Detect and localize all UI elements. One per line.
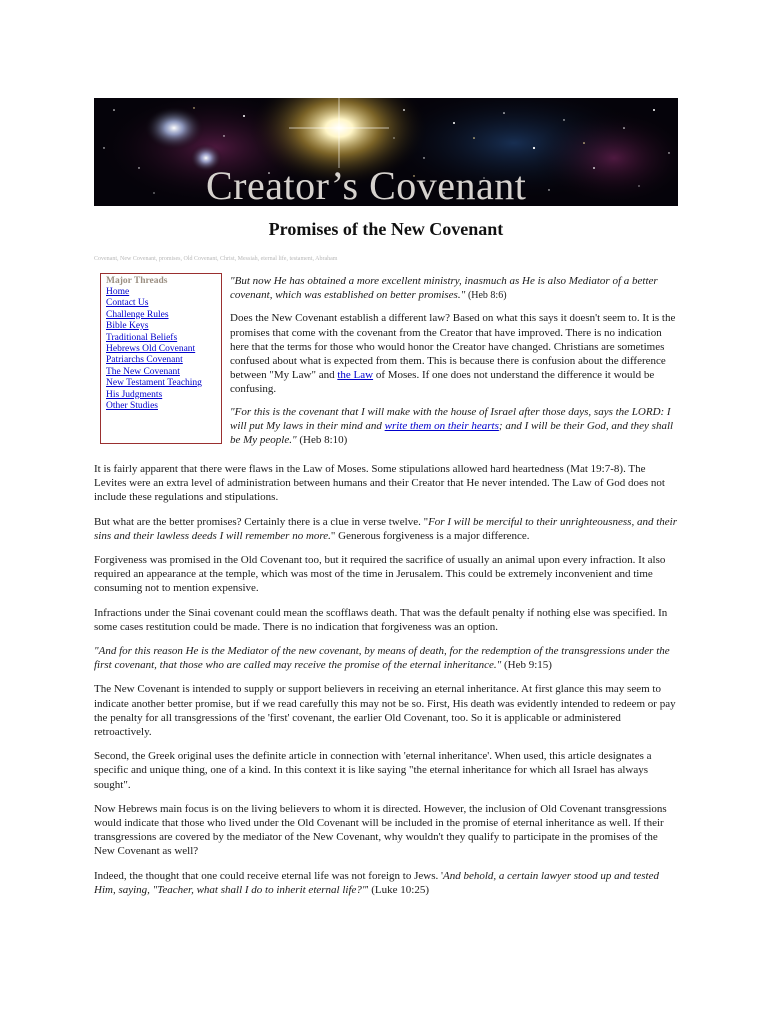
body-paragraph: It is fairly apparent that there were flaws in the Law of Moses. Some stipulations allowed hard heartedness (Mat 19:7-8). The Levites were an extra level of administration between humans and their Creator that He never intended. The Law of God does not include these regulations and stipulations. — [94, 463, 665, 504]
thread-list — [106, 287, 216, 412]
banner-title: Creator’s Covenant — [206, 163, 527, 206]
thread-item — [106, 401, 216, 412]
thread-item — [106, 355, 216, 366]
nav-link-traditional-beliefs[interactable]: Traditional Beliefs — [106, 332, 178, 343]
thread-item — [106, 344, 216, 355]
nav-link-other-studies[interactable]: Other Studies — [106, 401, 158, 412]
quote-text: ; and I will be their God, and they shall be My people." — [230, 419, 674, 447]
paragraph-text: Does the New Covenant establish a different law? Based on what this says it doesn't seem to. It is the promises that come with the covenant from the Creator that have improved. There is no indication here that the terms for those who would honor the Creator have changed. Christians are sometimes confused about what is expected from them. This is because there is confusion about the difference between "My Law" and — [230, 312, 676, 382]
quote-text: "For this is the covenant that I will make with the house of Israel after those days, says the LORD: I will put My laws in their mind and — [230, 405, 671, 432]
paragraph-text: Indeed, the thought that one could receive eternal life was not foreign to Jews. ' — [94, 869, 443, 882]
nav-link-home[interactable]: Home — [106, 287, 130, 297]
nav-link-his-judgments[interactable]: His Judgments — [106, 389, 163, 400]
paragraph-text: " Generous forgiveness is a major difference. — [330, 529, 530, 542]
paragraph-text: But what are the better promises? Certainly there is a clue in verse twelve. " — [94, 515, 429, 528]
page-title: Promises of the New Covenant — [268, 219, 504, 239]
scripture-reference: (Luke 10:25) — [368, 883, 429, 896]
scripture-reference: (Heb 8:6) — [467, 290, 507, 302]
nav-link-bible-keys[interactable]: Bible Keys — [106, 321, 149, 332]
nav-link-new-testament-teaching[interactable]: New Testament Teaching — [106, 378, 202, 389]
body-paragraph: Forgiveness was promised in the Old Covenant too, but it required the sacrifice of usually an animal upon every infraction. It also required an appearance at the temple, which was most of the time in Jerusalem. This could be extremely inconvenient and time consuming not to mention expensive. — [94, 554, 666, 595]
thread-item — [106, 390, 216, 401]
thread-item — [106, 298, 216, 309]
body-paragraph: Now Hebrews main focus is on the living believers to whom it is directed. However, the inclusion of Old Covenant transgressions would indicate that those who lived under the Old Covenant will be included in the promise of eternal inheritance as well. If their transgressions are covered by the mediator of the New Covenant, why wouldn't they qualify to participate in the promises of the New Covenant as well? — [94, 802, 667, 858]
quote-text: For I will be merciful to their unrighteousness, and their sins and their lawless deeds I will remember no more. — [94, 515, 677, 542]
thread-item — [106, 287, 216, 298]
write-them-on-their-hearts-link[interactable]: write them on their hearts — [384, 419, 499, 432]
nav-link-new-covenant[interactable]: The New Covenant — [106, 366, 180, 377]
article-body — [94, 462, 678, 907]
thread-item — [106, 333, 216, 344]
body-paragraph — [94, 515, 678, 543]
quote-text: "But now He has obtained a more excellent ministry, inasmuch as He is also Mediator of a better covenant, which was established on better promises." — [230, 275, 658, 302]
nav-link-hebrews-old-covenant[interactable]: Hebrews Old Covenant — [106, 344, 196, 355]
major-threads-nav — [100, 273, 222, 444]
intro-section — [230, 274, 678, 455]
header-banner — [94, 98, 678, 206]
thread-item — [106, 310, 216, 321]
the-law-link[interactable]: the Law — [337, 369, 374, 382]
major-threads-heading: Major Threads — [106, 276, 168, 286]
intro-quote-heb-8-10 — [230, 405, 678, 448]
body-paragraph — [94, 869, 678, 897]
quote-text: And behold, a certain lawyer stood up and tested Him, saying, "Teacher, what shall I do to inherit eternal life?" — [94, 869, 659, 896]
body-paragraph: Second, the Greek original uses the definite article in connection with 'eternal inheritance'. When used, this article designates a specific and unique thing, one of a kind. In this context it is like saying "the eternal inheritance for which all Israel has always sought". — [94, 750, 652, 791]
body-paragraph: The New Covenant is intended to supply or support believers in receiving an eternal inheritance. At first glance this may seem to indicate another better promise, but if we read carefully this may not be so. First, His death was evidently intended to redeem or pay the penalty for all transgressions of the 'first' covenant, the earlier Old Covenant, too. So it is applicable or administered retroactively. — [94, 683, 676, 739]
intro-quote-heb-8-6 — [230, 274, 678, 303]
scripture-reference: (Heb 9:15) — [501, 659, 552, 672]
quote-text: "And for this reason He is the Mediator of the new covenant, by means of death, for the redemption of the transgressions under the first covenant, that those who are called may receive the promise of the eternal inheritance." — [94, 645, 670, 672]
nav-link-patriarchs-covenant[interactable]: Patriarchs Covenant — [106, 355, 183, 366]
thread-item — [106, 367, 216, 378]
thread-item — [106, 378, 216, 389]
body-paragraph: Infractions under the Sinai covenant could mean the scofflaws death. That was the default penalty if nothing else was specified. In some cases restitution could be made. There is no indication that forgiveness was an option. — [94, 606, 668, 633]
nav-link-contact-us[interactable]: Contact Us — [106, 298, 149, 309]
keywords-text: Covenant, New Covenant, promises, Old Covenant, Christ, Messiah, eternal life, testament, Abraham — [94, 256, 338, 262]
nav-link-challenge-rules[interactable]: Challenge Rules — [106, 309, 169, 320]
paragraph-text: of Moses. If one does not understand the difference it would be confusing. — [230, 369, 655, 396]
paragraph-text: ' — [366, 883, 369, 896]
body-quote-heb-9-15 — [94, 644, 678, 672]
intro-paragraph — [230, 311, 678, 396]
scripture-reference: (Heb 8:10) — [296, 434, 348, 447]
thread-item — [106, 321, 216, 332]
